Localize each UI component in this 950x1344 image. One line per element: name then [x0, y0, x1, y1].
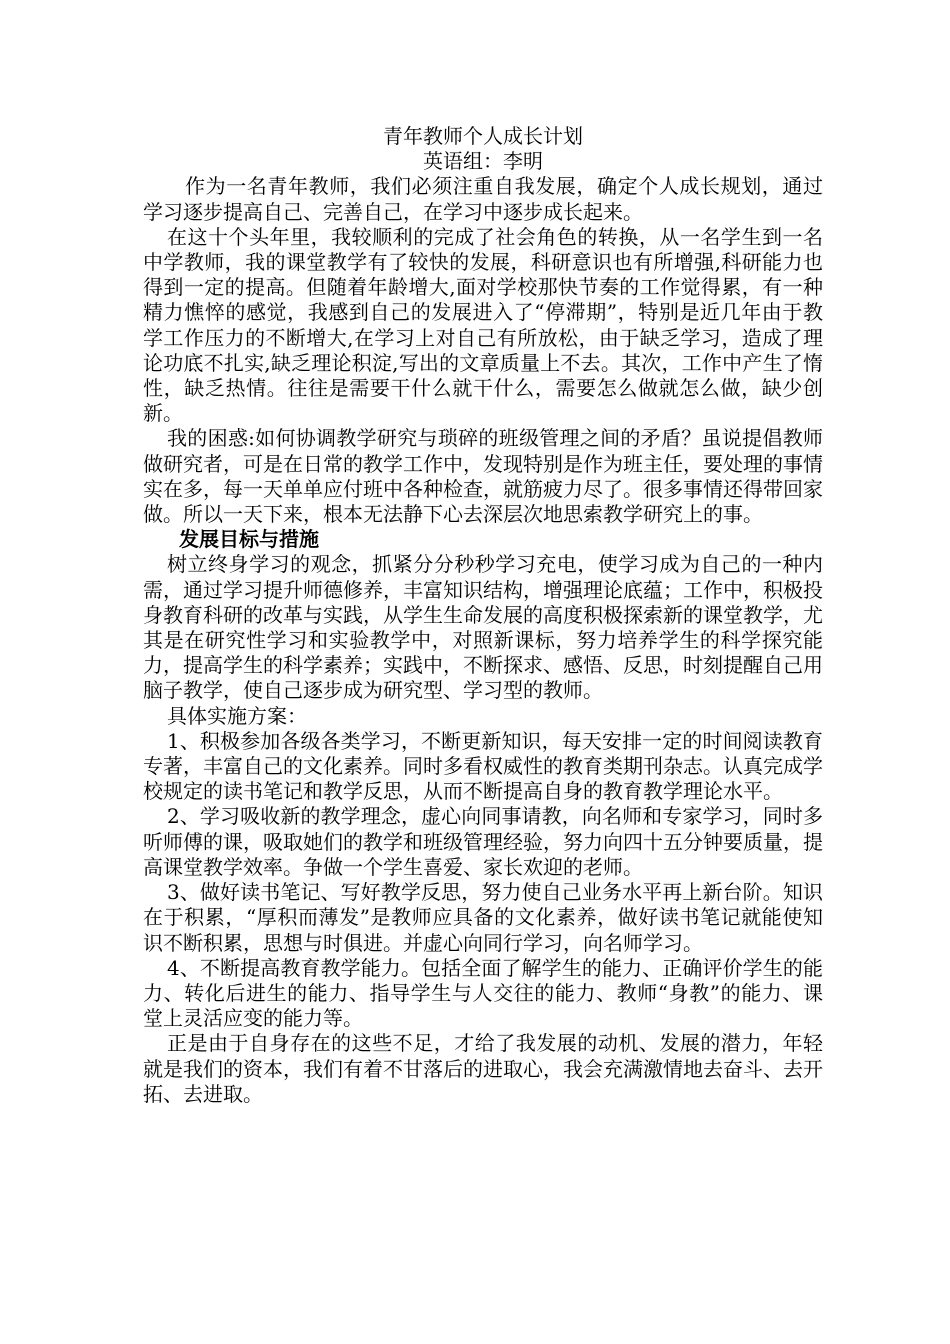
goals-paragraph: 树立终身学习的观念，抓紧分分秒秒学习充电，使学习成为自己的一种内需，通过学习提升师德修养，丰富知识结构，增强理论底蕴；工作中，积极投身教育科研的改革与实践，从学生生命发展的高度积极探索新的课堂教学，尤其是在研究性学习和实验教学中，对照新课标，努力培养学生的科学探究能力，提高学生的科学素养；实践中，不断探求、感悟、反思，时刻提醒自己用脑子教学，使自己逐步成为研究型、学习型的教师。: [143, 552, 823, 703]
document-author-line: 英语组：李明: [423, 149, 543, 174]
plan-item-1: 1、积极参加各级各类学习，不断更新知识，每天安排一定的时间阅读教育专著，丰富自己的文化素养。同时多看权威性的教育类期刊杂志。认真完成学校规定的读书笔记和教学反思，从而不断提高自身的教育教学理论水平。: [143, 728, 823, 804]
document-title: 青年教师个人成长计划: [383, 124, 583, 148]
conclusion-paragraph: 正是由于自身存在的这些不足，才给了我发展的动机、发展的潜力，年轻就是我们的资本，我们有着不甘落后的进取心，我会充满激情地去奋斗、去开拓、去进取。: [143, 1031, 823, 1106]
plan-item-4: 4、不断提高教育教学能力。包括全面了解学生的能力、正确评价学生的能力、转化后进生的能力、指导学生与人交往的能力、教师“身教”的能力、课堂上灵活应变的能力等。: [143, 955, 823, 1031]
section-heading: 发展目标与措施: [179, 527, 319, 552]
confusion-paragraph: 我的困惑:如何协调教学研究与琐碎的班级管理之间的矛盾？虽说提倡教师做研究者，可是在日常的教学工作中，发现特别是作为班主任，要处理的事情实在多，每一天单单应付班中各种检查，就筋疲力尽了。很多事情还得带回家做。所以一天下来，根本无法静下心去深层次地思索教学研究上的事。: [143, 426, 823, 527]
plan-item-3: 3、做好读书笔记、写好教学反思，努力使自己业务水平再上新台阶。知识在于积累，“厚积而薄发”是教师应具备的文化素养，做好读书笔记就能使知识不断积累，思想与时俱进。并虚心向同行学习，向名师学习。: [143, 880, 823, 955]
plan-label: 具体实施方案：: [167, 703, 307, 728]
reflection-paragraph: 在这十个头年里，我较顺利的完成了社会角色的转换，从一名学生到一名中学教师，我的课堂教学有了较快的发展，科研意识也有所增强,科研能力也得到一定的提高。但随着年龄增大,面对学校那快节奏的工作觉得累，有一种精力憔悴的感觉，我感到自己的发展进入了“停滞期”，特别是近几年由于教学工作压力的不断增大,在学习上对自己有所放松，由于缺乏学习，造成了理论功底不扎实,缺乏理论积淀,写出的文章质量上不去。其次，工作中产生了惰性，缺乏热情。往往是需要干什么就干什么，需要怎么做就怎么做，缺少创新。: [143, 224, 823, 426]
document-body: [143, 124, 823, 1107]
plan-item-2: 2、学习吸收新的教学理念，虚心向同事请教，向名师和专家学习，同时多听师傅的课，吸取她们的教学和班级管理经验，努力向四十五分钟要质量，提高课堂教学效率。争做一个学生喜爱、家长欢迎的老师。: [143, 804, 823, 879]
intro-paragraph: 作为一名青年教师，我们必须注重自我发展，确定个人成长规划，通过学习逐步提高自己、完善自己，在学习中逐步成长起来。: [143, 174, 823, 224]
